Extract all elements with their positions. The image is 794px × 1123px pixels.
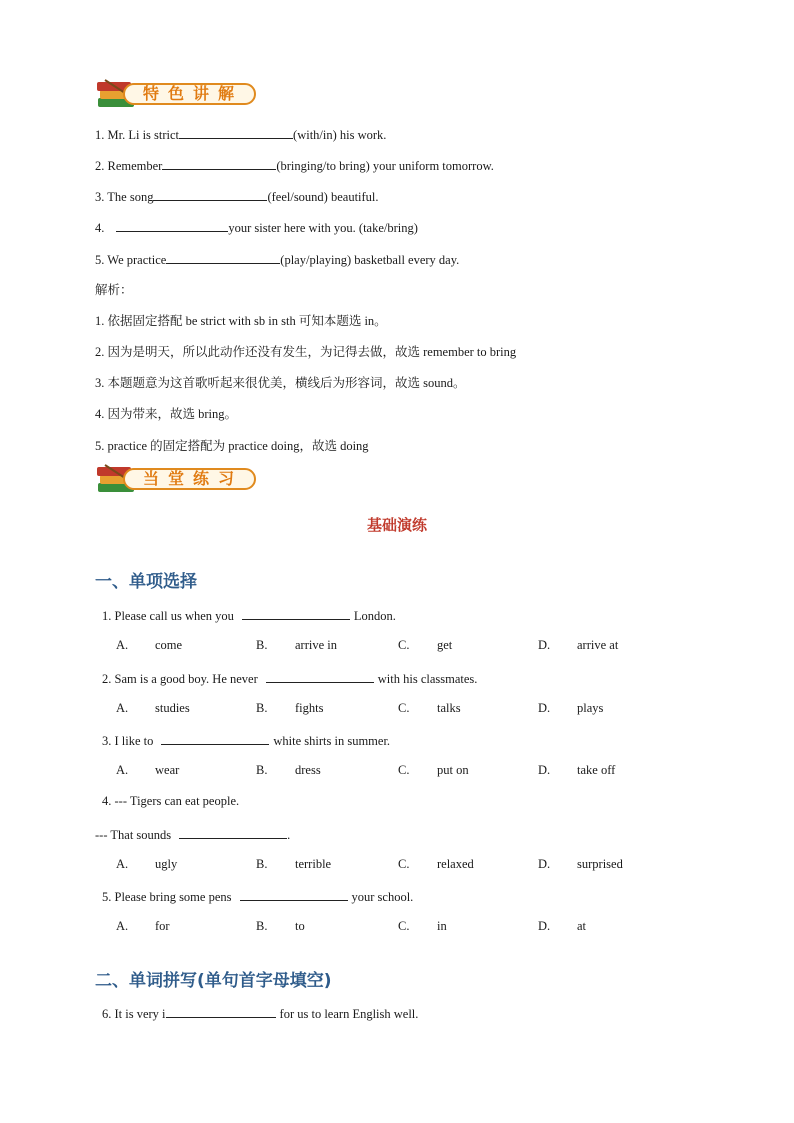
feature-item-1 <box>95 126 386 143</box>
item-text: (play/playing) basketball every day. <box>280 253 460 267</box>
question-text: 6. It is very i <box>102 1007 166 1021</box>
answer-blank[interactable] <box>162 157 276 170</box>
option-b-text[interactable]: arrive in <box>295 638 337 652</box>
feature-item-3 <box>95 188 379 205</box>
answer-blank[interactable] <box>116 219 228 232</box>
option-b-label[interactable]: B. <box>256 919 268 933</box>
option-c-label[interactable]: C. <box>398 701 410 715</box>
option-a-text[interactable]: wear <box>155 763 180 777</box>
question-3-options <box>116 763 676 779</box>
option-b-label[interactable]: B. <box>256 857 268 871</box>
question-text: 1. Please call us when you <box>102 609 234 623</box>
analysis-label: 解析： <box>95 283 133 297</box>
option-c-text[interactable]: get <box>437 638 453 652</box>
option-a-label[interactable]: A. <box>116 638 129 652</box>
banner-text: 特色讲解 <box>143 84 244 103</box>
option-b-text[interactable]: to <box>295 919 305 933</box>
option-b-label[interactable]: B. <box>256 763 268 777</box>
question-5 <box>102 888 413 905</box>
option-b-text[interactable]: dress <box>295 763 321 777</box>
question-2 <box>102 670 477 687</box>
practice-banner <box>95 463 260 497</box>
option-c-label[interactable]: C. <box>398 763 410 777</box>
section-2-title: 二、单词拼写(单句首字母填空) <box>95 971 332 991</box>
item-text: (bringing/to bring) your uniform tomorrow. <box>276 159 494 173</box>
question-4-reply <box>95 826 290 843</box>
option-b-text[interactable]: fights <box>295 701 324 715</box>
answer-blank[interactable] <box>161 732 269 745</box>
feature-item-5 <box>95 251 459 268</box>
item-text: (with/in) his work. <box>293 128 387 142</box>
analysis-item-1: 1. 依据固定搭配 be strict with sb in sth 可知本题选 in。 <box>95 314 387 328</box>
option-c-label[interactable]: C. <box>398 638 410 652</box>
question-text: London. <box>353 609 396 623</box>
option-b-label[interactable]: B. <box>256 701 268 715</box>
question-1 <box>102 607 396 624</box>
option-d-text[interactable]: arrive at <box>577 638 619 652</box>
item-text: your sister here with you. (take/bring) <box>228 221 418 235</box>
item-text: (feel/sound) beautiful. <box>267 190 379 204</box>
question-text: your school. <box>351 890 414 904</box>
question-text: . <box>287 828 291 842</box>
option-c-label[interactable]: C. <box>398 857 410 871</box>
item-text: 2. Remember <box>95 159 163 173</box>
option-d-label[interactable]: D. <box>538 919 551 933</box>
option-d-label[interactable]: D. <box>538 701 551 715</box>
option-a-label[interactable]: A. <box>116 857 129 871</box>
question-3 <box>102 732 390 749</box>
option-a-label[interactable]: A. <box>116 919 129 933</box>
question-2-options <box>116 701 676 717</box>
option-b-text[interactable]: terrible <box>295 857 332 871</box>
analysis-item-3: 3. 本题题意为这首歌听起来很优美，横线后为形容词，故选 sound。 <box>95 376 466 390</box>
item-text: 1. Mr. Li is strict <box>95 128 180 142</box>
item-text: 3. The song <box>95 190 154 204</box>
option-a-text[interactable]: come <box>155 638 183 652</box>
option-c-text[interactable]: in <box>437 919 447 933</box>
question-4 <box>102 794 239 809</box>
feature-banner <box>95 78 260 112</box>
answer-blank[interactable] <box>166 251 280 264</box>
option-a-text[interactable]: studies <box>155 701 190 715</box>
option-a-text[interactable]: for <box>155 919 170 933</box>
question-text: white shirts in summer. <box>273 734 391 748</box>
option-b-label[interactable]: B. <box>256 638 268 652</box>
option-d-label[interactable]: D. <box>538 763 551 777</box>
question-text: 3. I like to <box>102 734 154 748</box>
answer-blank[interactable] <box>153 188 267 201</box>
question-text: --- That sounds <box>95 828 172 842</box>
answer-blank[interactable] <box>179 126 293 139</box>
question-4-options <box>116 857 676 873</box>
option-d-label[interactable]: D. <box>538 638 551 652</box>
question-5-options <box>116 919 676 935</box>
option-d-label[interactable]: D. <box>538 857 551 871</box>
feature-item-2 <box>95 157 494 174</box>
question-6 <box>102 1005 418 1022</box>
option-d-text[interactable]: at <box>577 919 587 933</box>
option-a-label[interactable]: A. <box>116 763 129 777</box>
feature-item-4 <box>95 219 418 236</box>
answer-blank[interactable] <box>266 670 374 683</box>
answer-blank[interactable] <box>242 607 350 620</box>
analysis-item-2: 2. 因为是明天，所以此动作还没有发生，为记得去做，故选 remember to bring <box>95 345 517 359</box>
option-a-text[interactable]: ugly <box>155 857 178 871</box>
analysis-item-5: 5. practice 的固定搭配为 practice doing，故选 doing <box>95 439 369 453</box>
option-d-text[interactable]: plays <box>577 701 604 715</box>
section-center-title: 基础演练 <box>366 516 427 534</box>
option-c-text[interactable]: put on <box>437 763 469 777</box>
option-d-text[interactable]: surprised <box>577 857 623 871</box>
option-a-label[interactable]: A. <box>116 701 129 715</box>
option-c-text[interactable]: relaxed <box>437 857 474 871</box>
answer-blank[interactable] <box>179 826 287 839</box>
question-text: for us to learn English well. <box>279 1007 419 1021</box>
option-c-text[interactable]: talks <box>437 701 461 715</box>
answer-blank[interactable] <box>240 888 348 901</box>
question-text: with his classmates. <box>377 672 478 686</box>
answer-blank[interactable] <box>166 1005 276 1018</box>
question-text: 2. Sam is a good boy. He never <box>102 672 258 686</box>
question-text: 4. --- Tigers can eat people. <box>102 794 240 808</box>
option-d-text[interactable]: take off <box>577 763 616 777</box>
item-text: 5. We practice <box>95 253 167 267</box>
option-c-label[interactable]: C. <box>398 919 410 933</box>
question-text: 5. Please bring some pens <box>102 890 232 904</box>
banner-text: 当堂练习 <box>143 469 244 488</box>
item-text: 4. <box>95 221 105 235</box>
section-1-title: 一、单项选择 <box>95 572 197 592</box>
analysis-item-4: 4. 因为带来，故选 bring。 <box>95 407 238 421</box>
question-1-options <box>116 638 676 654</box>
